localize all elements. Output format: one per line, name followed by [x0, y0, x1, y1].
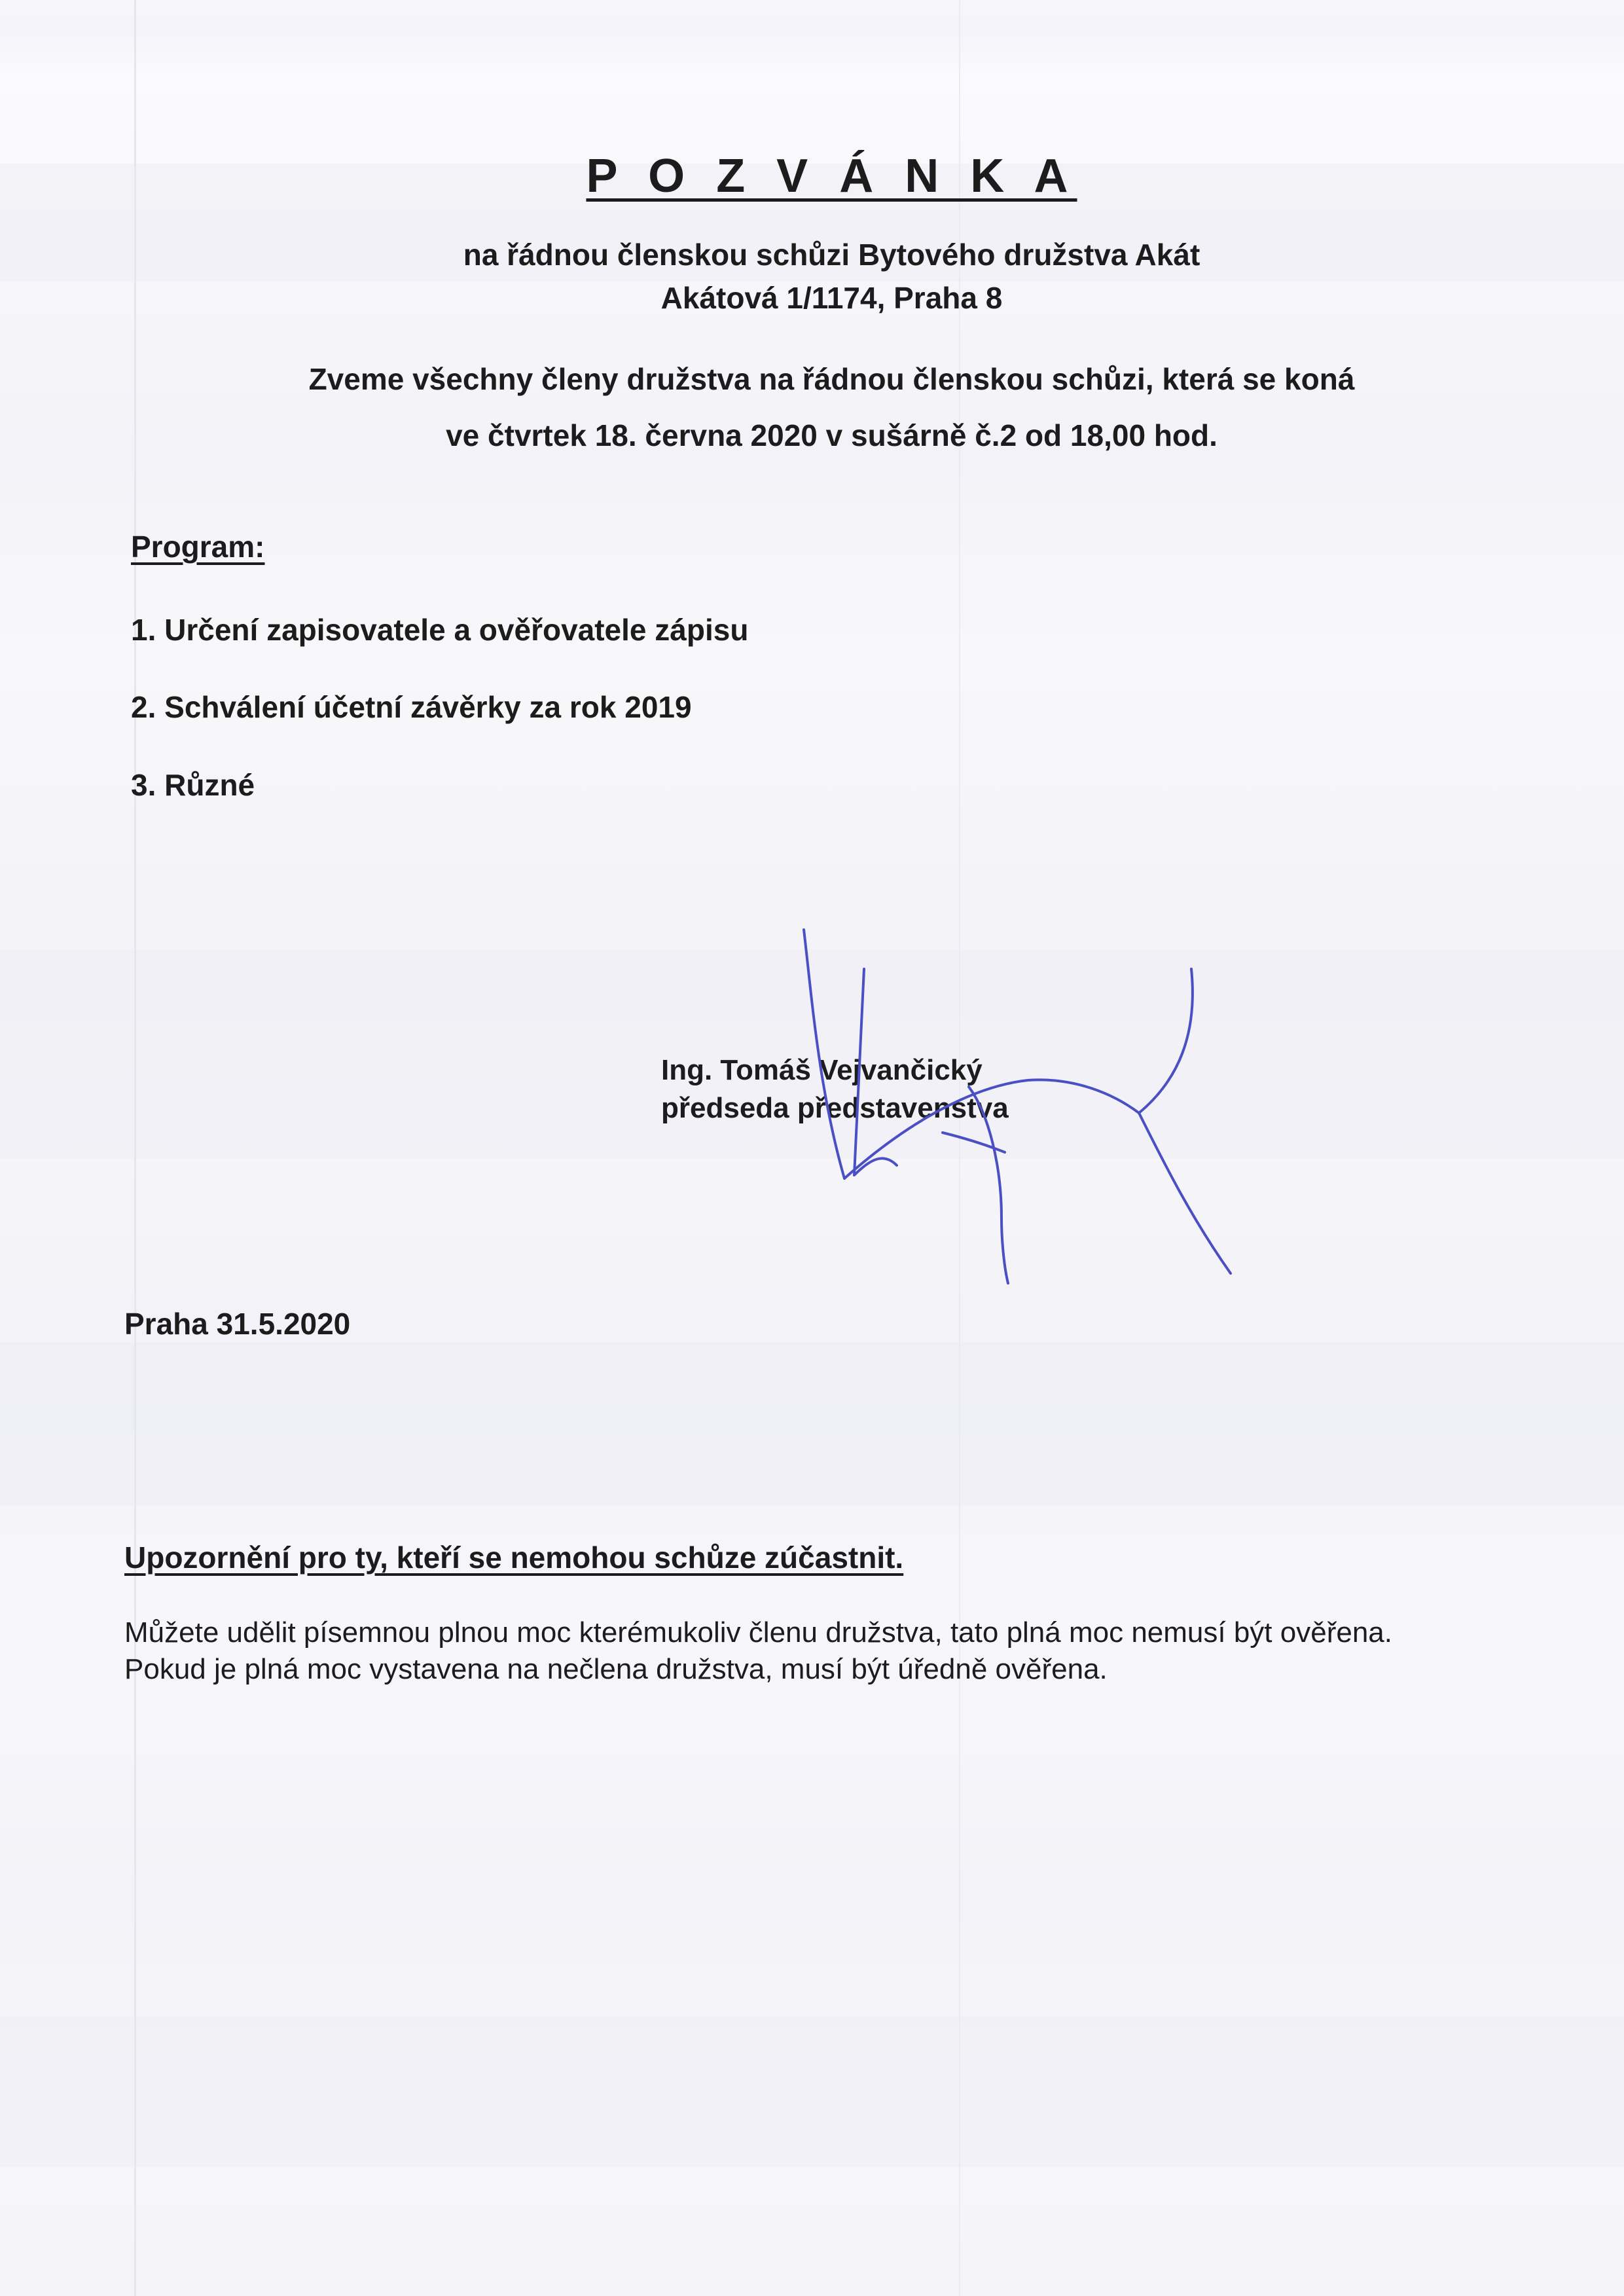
address-line: Akátová 1/1174, Praha 8 [660, 281, 1003, 315]
meeting-subtitle: na řádnou členskou schůzi Bytového družstva Akát [463, 238, 1200, 272]
meeting-time-place: ve čtvrtek 18. června 2020 v sušárně č.2 od 18,00 hod. [446, 418, 1218, 452]
notice-paragraph: Pokud je plná moc vystavena na nečlena družstva, musí být úředně ověřena. [124, 1653, 1108, 1685]
program-heading: Program: [131, 530, 265, 564]
scan-shading [0, 2016, 1624, 2167]
notice-text [124, 1614, 1434, 1688]
program-item: 2. Schválení účetní závěrky za rok 2019 [131, 690, 692, 724]
signatory-role: předseda představenstva [661, 1092, 1009, 1124]
document-date: Praha 31.5.2020 [124, 1307, 351, 1341]
notice-paragraph: Můžete udělit písemnou plnou moc kterémukoliv členu družstva, tato plná moc nemusí být ověřena. [124, 1616, 1392, 1649]
scan-fold-line [134, 0, 136, 2296]
program-item: 1. Určení zapisovatele a ověřovatele zápisu [131, 613, 749, 647]
document-title: P O Z V Á N K A [586, 150, 1077, 202]
invitation-text: Zveme všechny členy družstva na řádnou členskou schůzi, která se koná [308, 362, 1355, 396]
scan-shading [0, 1342, 1624, 1506]
notice-heading: Upozornění pro ty, kteří se nemohou schůze zúčastnit. [124, 1540, 904, 1575]
handwritten-signature [772, 917, 1270, 1309]
program-item: 3. Různé [131, 768, 255, 802]
signatory-name: Ing. Tomáš Vejvančický [661, 1054, 983, 1086]
